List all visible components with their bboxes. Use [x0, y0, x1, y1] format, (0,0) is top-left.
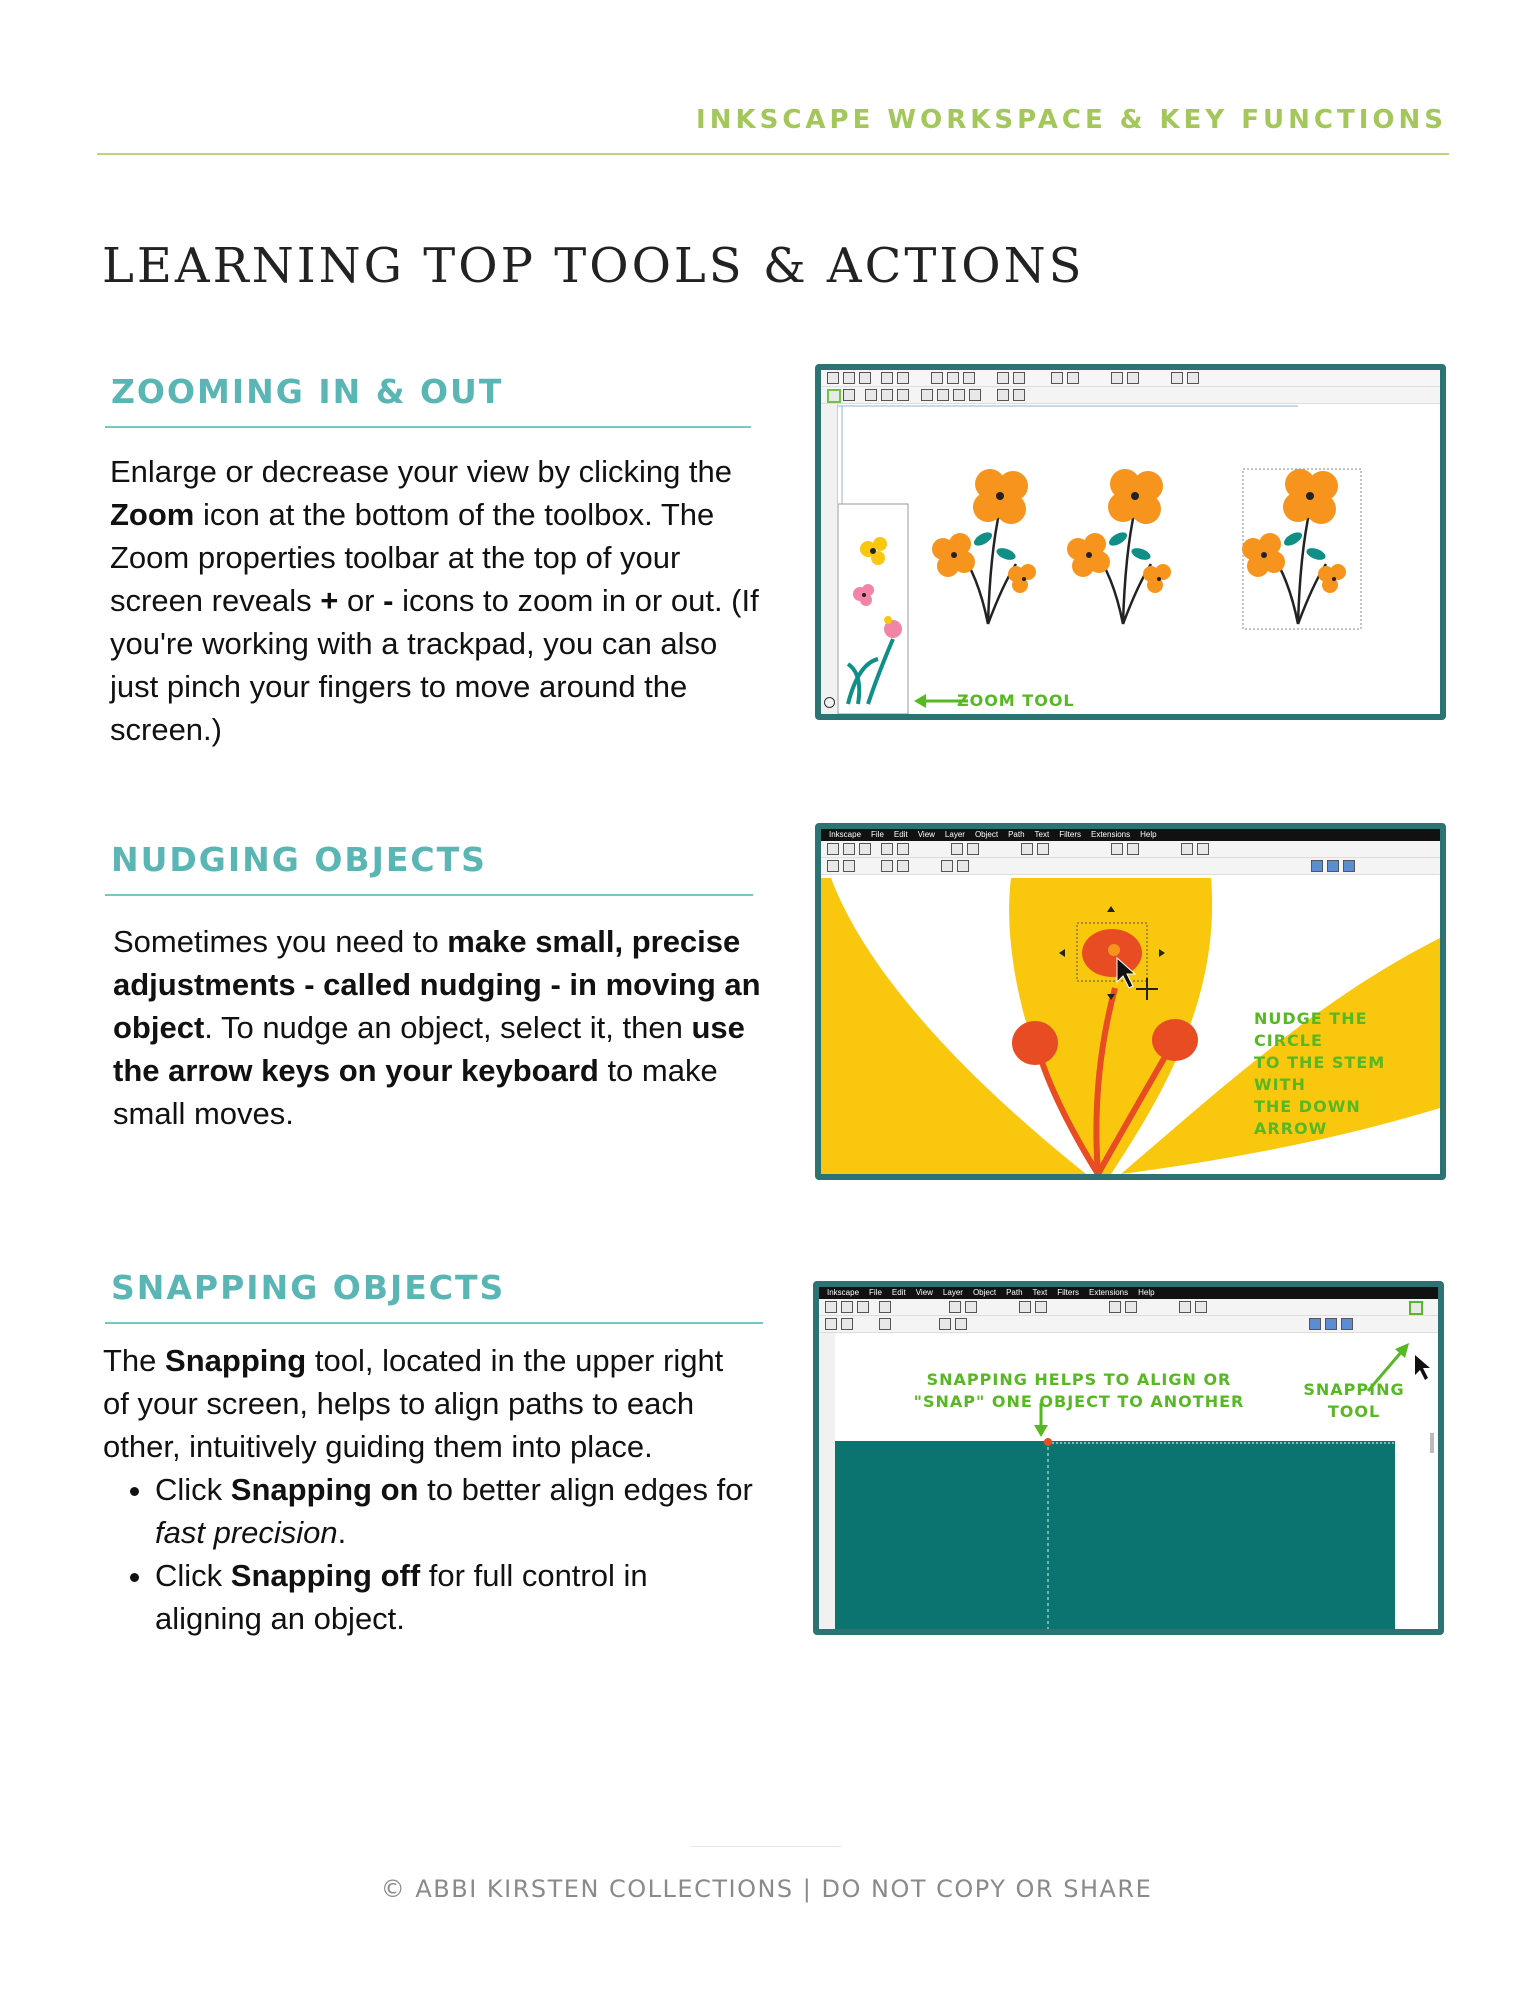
toolbar-icon: [963, 372, 975, 384]
snap-bullet-on: [155, 1468, 753, 1554]
zoom-option-icon[interactable]: [921, 389, 933, 401]
toolbar-icon: [827, 372, 839, 384]
menu-item[interactable]: View: [915, 1288, 933, 1297]
snap-section-text: [103, 1339, 753, 1640]
menu-item[interactable]: File: [869, 1288, 882, 1297]
toolbar-icon: [1187, 372, 1199, 384]
toolbar-icon: [947, 372, 959, 384]
toolbar-icon: [881, 860, 893, 872]
zoom-section-heading: ZOOMING IN & OUT: [111, 372, 504, 411]
toolbar-icon: [1035, 1301, 1047, 1313]
snap-command-bar: [819, 1299, 1438, 1316]
toolbar-icon: [1171, 372, 1183, 384]
zoom-text-part: or: [338, 583, 384, 618]
toolbar-icon: [1125, 1301, 1137, 1313]
toolbar-icon: [951, 843, 963, 855]
toolbar-icon: [1197, 843, 1209, 855]
toolbar-icon: [881, 372, 893, 384]
toolbar-icon: [965, 1301, 977, 1313]
toolbar-icon: [1111, 843, 1123, 855]
snap-tool-callout: [1299, 1379, 1409, 1423]
toolbar-icon: [1109, 1301, 1121, 1313]
menu-item[interactable]: View: [917, 830, 935, 839]
menu-item[interactable]: Layer: [942, 1288, 963, 1297]
menu-item[interactable]: Help: [1140, 830, 1157, 839]
teal-block: [835, 1441, 1395, 1629]
menu-item[interactable]: Extensions: [1088, 1288, 1129, 1297]
snapping-toggle-icon[interactable]: [1409, 1301, 1423, 1315]
toolbar-icon: [841, 1301, 853, 1313]
nudge-text-part: . To nudge an object, select it, then: [204, 1010, 692, 1045]
zoom-out-icon[interactable]: [843, 389, 855, 401]
menu-item[interactable]: Object: [974, 830, 999, 839]
nudge-text-part: to make small moves.: [113, 1053, 718, 1131]
menu-item[interactable]: Inkscape: [827, 1288, 860, 1297]
scrollbar[interactable]: [1430, 1433, 1434, 1453]
toolbar-icon: [1311, 860, 1323, 872]
snap-bullet-list: [103, 1468, 753, 1640]
zoom-in-icon[interactable]: [827, 389, 841, 403]
nudge-section-divider: [105, 894, 753, 896]
zoom-minus-bold: -: [383, 583, 394, 618]
zoom-plus-bold: +: [320, 583, 339, 618]
menu-item[interactable]: Filters: [1057, 1288, 1079, 1297]
snap-callout-line: SNAPPING: [1303, 1380, 1405, 1399]
toolbar-icon: [1325, 1318, 1337, 1330]
menu-item[interactable]: Edit: [893, 830, 908, 839]
orange-flower-group-1: [932, 469, 1036, 624]
header-title: INKSCAPE WORKSPACE & KEY FUNCTIONS: [696, 105, 1447, 135]
footer-copyright: © ABBI KIRSTEN COLLECTIONS | DO NOT COPY OR SHARE: [380, 1875, 1153, 1903]
toolbar-icon: [1067, 372, 1079, 384]
toolbar-icon: [1341, 1318, 1353, 1330]
toolbar-icon: [1181, 843, 1193, 855]
nudge-callout-line: NUDGE THE CIRCLE: [1254, 1009, 1368, 1050]
snap-section-heading: SNAPPING OBJECTS: [111, 1268, 506, 1307]
toolbar-icon: [1179, 1301, 1191, 1313]
nudge-callout-line: THE DOWN ARROW: [1254, 1097, 1361, 1138]
snap-bullet-off: [155, 1554, 753, 1640]
toolbar-icon: [1327, 860, 1339, 872]
toolbar-icon: [1111, 372, 1123, 384]
menu-item[interactable]: Text: [1034, 830, 1050, 839]
toolbar-icon: [859, 843, 871, 855]
menu-item[interactable]: Edit: [891, 1288, 906, 1297]
snap-properties-bar: [819, 1316, 1438, 1333]
toolbar-icon: [827, 843, 839, 855]
toolbar-icon: [859, 372, 871, 384]
snap-text-part: .: [337, 1515, 347, 1550]
zoom-text-part: Enlarge or decrease your view by clicking the: [110, 454, 733, 489]
snap-text-part: Click: [155, 1558, 231, 1593]
zoom-option-icon[interactable]: [881, 389, 893, 401]
snap-text-italic: fast precision: [155, 1515, 338, 1550]
menu-item[interactable]: Extensions: [1090, 830, 1131, 839]
zoom-text-part: icon at the bottom of the toolbox. The Zoom properties toolbar at the top of your screen reveals: [110, 497, 715, 618]
toolbar-icon: [879, 1318, 891, 1330]
nudge-text-bold: make small, precise adjustments - called nudging - in moving an object: [113, 924, 761, 1045]
zoom-section-divider: [105, 426, 751, 428]
nudge-callout-line: TO THE STEM WITH: [1254, 1053, 1386, 1094]
zoom-option-icon[interactable]: [897, 389, 909, 401]
toolbar-icon: [1343, 860, 1355, 872]
zoom-option-icon[interactable]: [865, 389, 877, 401]
zoom-text-part: icons to zoom in or out. (If you're working with a trackpad, you can also just pinch your fingers to move around the screen.): [110, 583, 759, 747]
toolbar-icon: [967, 843, 979, 855]
zoom-text-bold: Zoom: [110, 497, 195, 532]
toolbar-icon: [957, 860, 969, 872]
menu-item[interactable]: Filters: [1059, 830, 1081, 839]
nudge-section-text: [113, 920, 763, 1135]
snap-point-marker: [1044, 1438, 1052, 1446]
toolbar-icon: [827, 860, 839, 872]
zoom-command-bar: [821, 370, 1440, 387]
menu-item[interactable]: File: [871, 830, 884, 839]
header-divider: [97, 153, 1449, 155]
zoom-option-icon[interactable]: [953, 389, 965, 401]
toolbar-icon: [955, 1318, 967, 1330]
snap-toolbox: [819, 1333, 836, 1629]
zoom-tool-icon[interactable]: [824, 697, 835, 708]
toolbar-icon: [941, 860, 953, 872]
snap-text-bold: Snapping off: [230, 1558, 421, 1593]
left-stem-circle: [1012, 1021, 1058, 1065]
toolbar-icon: [1021, 843, 1033, 855]
page-title: LEARNING TOP TOOLS & ACTIONS: [102, 238, 1085, 294]
menu-item[interactable]: Help: [1138, 1288, 1155, 1297]
zoom-properties-bar: [821, 387, 1440, 404]
toolbar-icon: [857, 1301, 869, 1313]
zoom-tool-callout: ZOOM TOOL: [957, 691, 1075, 710]
zoom-section-text: [110, 450, 760, 751]
toolbar-icon: [825, 1318, 837, 1330]
toolbar-icon: [949, 1301, 961, 1313]
orange-flower-group-2: [1067, 469, 1171, 624]
zoom-option-icon[interactable]: [969, 389, 981, 401]
toolbar-icon: [939, 1318, 951, 1330]
nudge-section-heading: NUDGING OBJECTS: [111, 840, 487, 879]
toolbar-icon: [879, 1301, 891, 1313]
zoom-option-icon[interactable]: [997, 389, 1009, 401]
snap-text-part: The: [103, 1343, 166, 1378]
snap-menubar: [819, 1287, 1438, 1299]
snap-callout-main: [889, 1369, 1269, 1413]
toolbar-icon: [1309, 1318, 1321, 1330]
toolbar-icon: [997, 372, 1009, 384]
zoom-option-icon[interactable]: [1013, 389, 1025, 401]
snap-section-divider: [105, 1322, 763, 1324]
zoom-toolbox: [821, 404, 838, 714]
nudge-screenshot: [815, 823, 1446, 1180]
toolbar-icon: [843, 843, 855, 855]
menu-item[interactable]: Object: [972, 1288, 997, 1297]
zoom-screenshot: [815, 364, 1446, 720]
toolbar-icon: [843, 860, 855, 872]
snap-text-bold: Snapping on: [230, 1472, 419, 1507]
toolbar-icon: [1127, 372, 1139, 384]
snap-callout-line: "SNAP" ONE OBJECT TO ANOTHER: [913, 1392, 1245, 1411]
nudge-command-bar: [821, 841, 1440, 858]
toolbar-icon: [881, 843, 893, 855]
menu-item[interactable]: Inkscape: [829, 830, 862, 839]
snap-text-part: to better align edges for: [418, 1472, 753, 1507]
menu-item[interactable]: Text: [1032, 1288, 1048, 1297]
nudge-menubar: [821, 829, 1440, 841]
toolbar-icon: [897, 372, 909, 384]
snap-callout-line: SNAPPING HELPS TO ALIGN OR: [926, 1370, 1232, 1389]
toolbar-icon: [1019, 1301, 1031, 1313]
menu-item[interactable]: Layer: [944, 830, 965, 839]
nudge-properties-bar: [821, 858, 1440, 875]
nudge-callout: [1254, 1008, 1440, 1140]
footer-divider: [690, 1846, 842, 1847]
toolbar-icon: [825, 1301, 837, 1313]
zoom-option-icon[interactable]: [937, 389, 949, 401]
snap-callout-line: TOOL: [1327, 1402, 1381, 1421]
snap-text-part: tool, located in the upper right of your screen, helps to align paths to each other, intuitively guiding them into place.: [103, 1343, 724, 1464]
snap-text-part: Click: [155, 1472, 231, 1507]
menu-item[interactable]: Path: [1008, 830, 1025, 839]
nudge-text-bold: use the arrow keys on your keyboard: [113, 1010, 745, 1088]
nudge-text-part: Sometimes you need to: [113, 924, 448, 959]
toolbar-icon: [931, 372, 943, 384]
toolbar-icon: [843, 372, 855, 384]
toolbar-icon: [1013, 372, 1025, 384]
toolbar-icon: [897, 843, 909, 855]
orange-flower-group-3: [1242, 469, 1346, 624]
snap-screenshot: [813, 1281, 1444, 1635]
toolbar-icon: [897, 860, 909, 872]
toolbar-icon: [1195, 1301, 1207, 1313]
toolbar-icon: [1037, 843, 1049, 855]
toolbar-icon: [1127, 843, 1139, 855]
snap-text-part: for full control in aligning an object.: [155, 1558, 648, 1636]
menu-item[interactable]: Path: [1006, 1288, 1023, 1297]
zoom-canvas: [838, 404, 1446, 714]
toolbar-icon: [841, 1318, 853, 1330]
snap-text-bold: Snapping: [165, 1343, 307, 1378]
toolbar-icon: [1051, 372, 1063, 384]
right-stem-circle: [1152, 1019, 1198, 1061]
